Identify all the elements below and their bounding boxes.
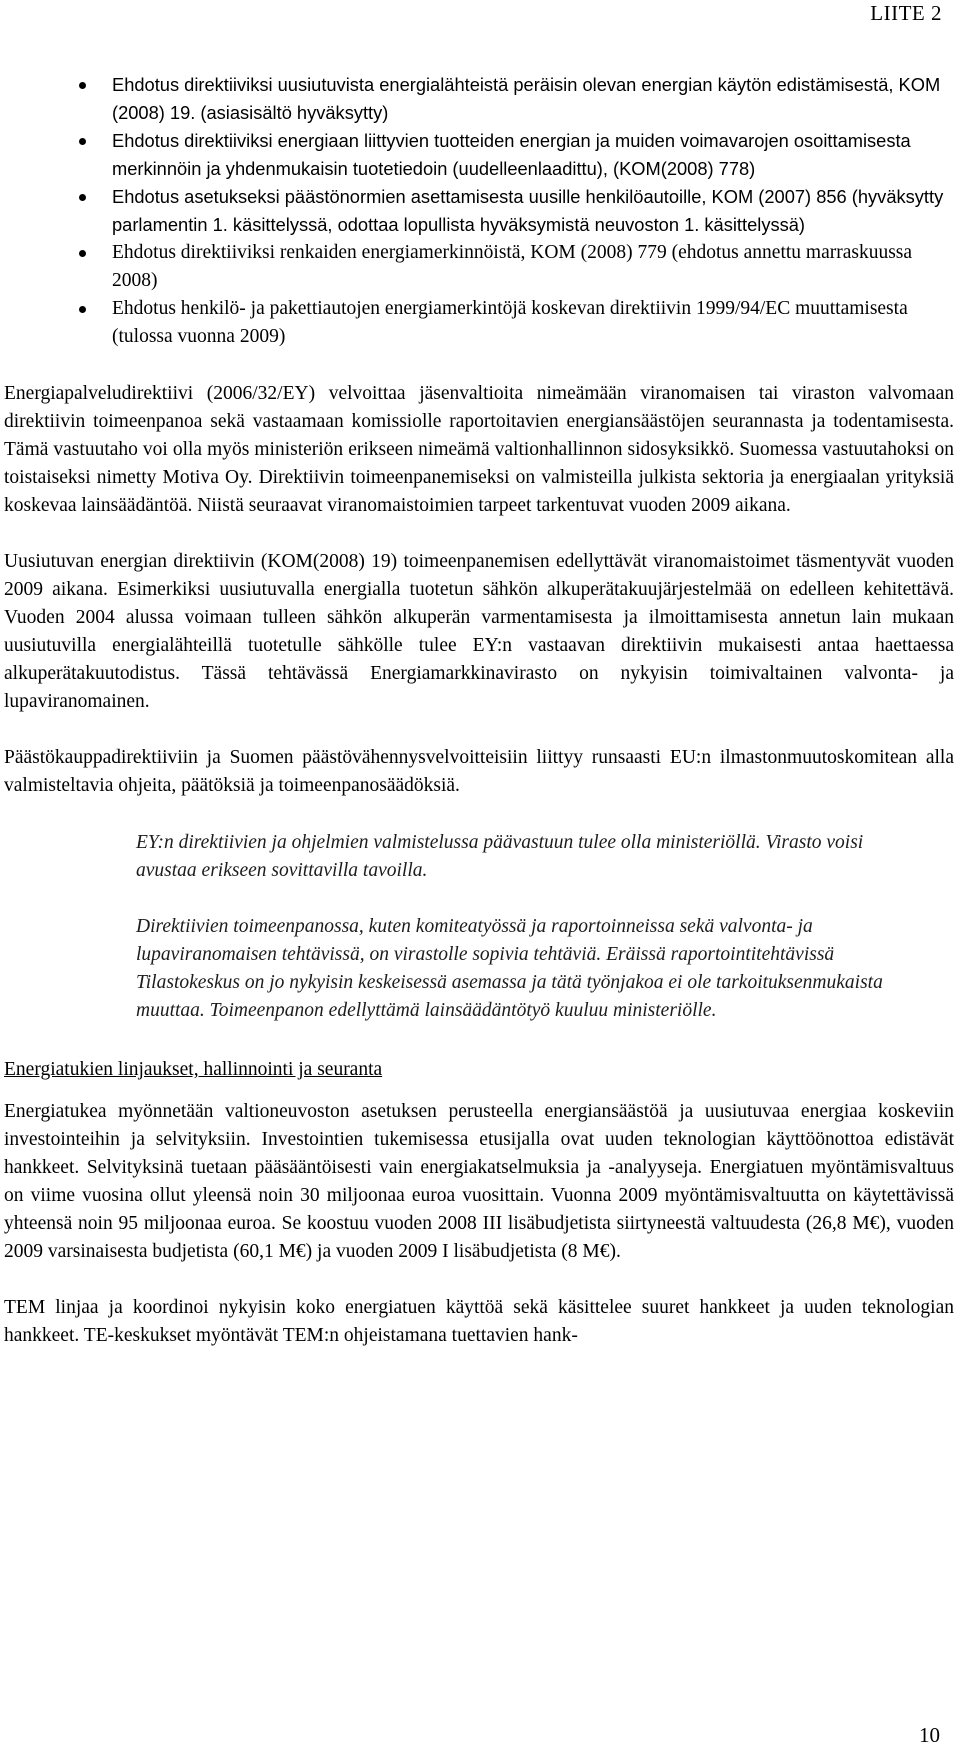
list-item: Ehdotus asetukseksi päästönormien asettamisesta uusille henkilöautoille, KOM (2007) 856 (hyväksytty parlamentin 1. käsittelyssä, odottaa lopullista hyväksymistä neuvoston 1. käsittelyssä) [4, 183, 954, 239]
italic-proposal-1: EY:n direktiivien ja ohjelmien valmistelussa päävastuun tulee olla ministeriöllä. Virasto voisi avustaa erikseen sovittavilla tavoilla. [136, 832, 864, 881]
list-item: Ehdotus direktiiviksi renkaiden energiamerkinnöistä, KOM (2008) 779 (ehdotus annettu marraskuussa 2008) [4, 239, 954, 295]
section-heading: Energiatukien linjaukset, hallinnointi ja seuranta [4, 1059, 383, 1080]
paragraph-energy-services-directive: Energiapalveludirektiivi (2006/32/EY) velvoittaa jäsenvaltioita nimeämään viranomaisen tai viraston valvomaan direktiivin toimeenpanoa sekä vastaamaan komissiolle raportoitavien energiansäästöjen seurannasta ja todentamisesta. Tämä vastuutaho voi olla myös ministeriön erikseen nimeämä valtionhallinnon sidosyksikkö. Suomessa vastuutahoksi on toistaiseksi nimetty Motiva Oy. Direktiivin toimeenpanemiseksi on valmisteilla julkista sektoria ja energiaalan yrityksiä koskevaa lainsäädäntöä. Niistä seuraavat viranomaistoimien tarpeet tarkentuvat vuoden 2009 aikana. [4, 383, 954, 516]
page-header-label: LIITE 2 [870, 1, 942, 25]
paragraph-renewable-directive: Uusiutuvan energian direktiivin (KOM(2008) 19) toimeenpanemisen edellyttävät viranomaistoimet täsmentyvät vuoden 2009 aikana. Esimerkiksi uusiutuvalla energialla tuotetun sähkön alkuperätakuujärjestelmää on edelleen kehitettävä. Vuoden 2004 alussa voimaan tulleen sähkön alkuperän varmentamisesta ja ilmoittamisesta annetun lain mukaan uusiutuvilla energialähteillä tuotetulle sähkölle tulee EY:n vastaavan direktiivin mukaisesti antaa haettaessa alkuperätakuutodistus. Tässä tehtävässä Energiamarkkinavirasto on nykyisin toimivaltainen valvonta- ja lupaviranomainen. [4, 551, 954, 712]
paragraph-emissions-trading: Päästökauppadirektiiviin ja Suomen päästövähennysvelvoitteisiin liittyy runsaasti EU:n ilmastonmuutoskomitean alla valmisteltavia ohjeita, päätöksiä ja toimeenpanosäädöksiä. [4, 747, 954, 796]
proposal-list [4, 71, 954, 351]
italic-proposal-2: Direktiivien toimeenpanossa, kuten komiteatyössä ja raportoinneissa sekä valvonta- ja lupaviranomaisen tehtävissä, on virastolle sopivia tehtäviä. Eräissä raportointitehtävissä Tilastokeskus on jo nykyisin keskeisessä asemassa ja tätä työnjakoa ei ole tarkoituksenmukaista muuttaa. Toimeenpanon edellyttämä lainsäädäntötyö kuuluu ministeriölle. [136, 916, 883, 1021]
list-item: Ehdotus henkilö- ja pakettiautojen energiamerkintöjä koskevan direktiivin 1999/94/EC muuttamisesta (tulossa vuonna 2009) [4, 295, 954, 351]
list-item: Ehdotus direktiiviksi energiaan liittyvien tuotteiden energian ja muiden voimavarojen osoittamisesta merkinnöin ja yhdenmukaisin tuotetiedoin (uudelleenlaadittu), (KOM(2008) 778) [4, 127, 954, 183]
paragraph-energy-aid: Energiatukea myönnetään valtioneuvoston asetuksen perusteella energiansäästöä ja uusiutuvaa energiaa koskeviin investointeihin ja selvityksiin. Investointien tukemisessa etusijalla ovat uuden teknologian käyttöönottoa edistävät hankkeet. Selvityksinä tuetaan pääsääntöisesti vain energiakatselmuksia ja -analyyseja. Energiatuen myöntämisvaltuus on viime vuosina ollut yleensä noin 30 miljoonaa euroa vuosittain. Vuonna 2009 myöntämisvaltuutta on käytettävissä yhteensä noin 95 miljoonaa euroa. Se koostuu vuoden 2008 III lisäbudjetista siirtyneestä valtuudesta (26,8 M€), vuoden 2009 varsinaisesta budjetista (60,1 M€) ja vuoden 2009 I lisäbudjetista (8 M€). [4, 1101, 954, 1262]
page-number: 10 [919, 1723, 940, 1747]
document-body [4, 71, 954, 1350]
list-item: Ehdotus direktiiviksi uusiutuvista energialähteistä peräisin olevan energian käytön edistämisestä, KOM (2008) 19. (asiasisältö hyväksytty) [4, 71, 954, 127]
paragraph-tem-coordination: TEM linjaa ja koordinoi nykyisin koko energiatuen käyttöä sekä käsittelee suuret hankkeet ja uuden teknologian hankkeet. TE-keskukset myöntävät TEM:n ohjeistamana tuettavien hank- [4, 1297, 954, 1346]
